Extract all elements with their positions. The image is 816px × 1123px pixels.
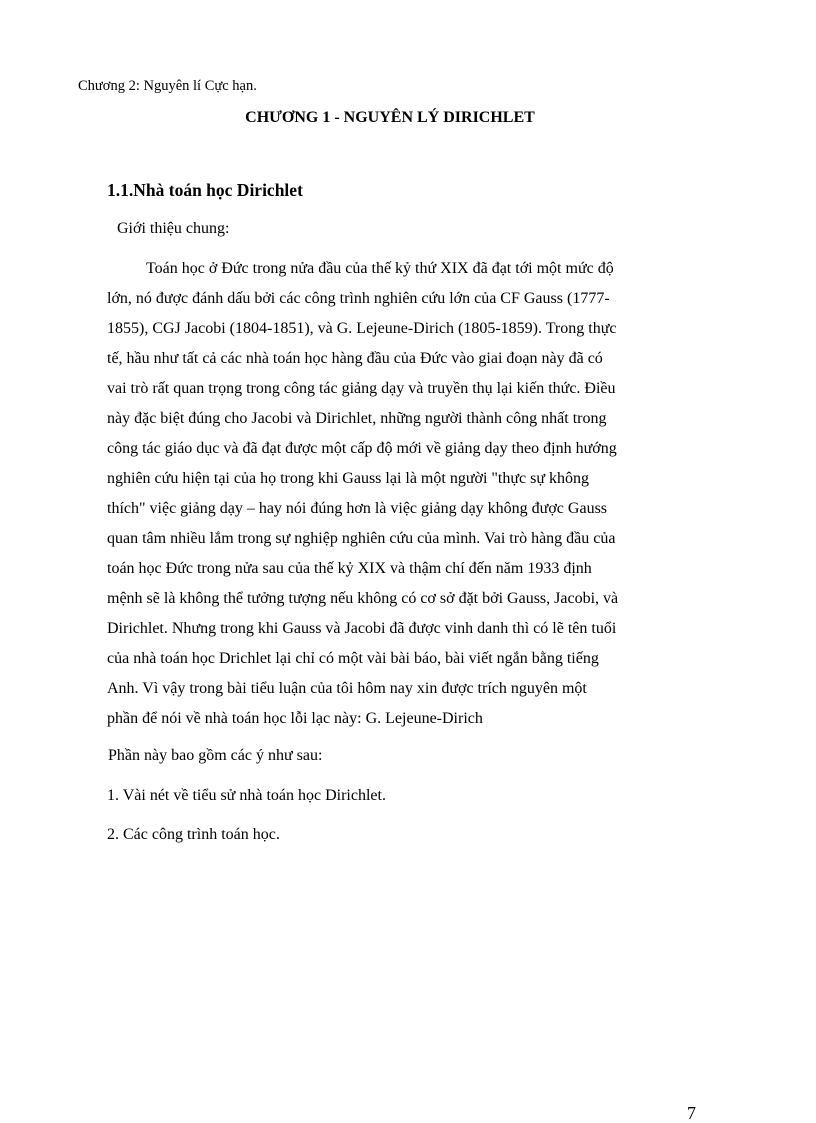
list-item: 1. Vài nét về tiểu sử nhà toán học Dirichlet. xyxy=(107,787,386,804)
paragraph-line: vai trò rất quan trọng trong công tác giảng dạy và truyền thụ lại kiến thức. Điều xyxy=(107,380,616,397)
chapter-title: CHƯƠNG 1 - NGUYÊN LÝ DIRICHLET xyxy=(245,109,535,126)
paragraph-line: quan tâm nhiều lắm trong sự nghiệp nghiên cứu của mình. Vai trò hàng đầu của xyxy=(107,530,616,547)
paragraph-line: phần để nói về nhà toán học lỗi lạc này: G. Lejeune-Dirich xyxy=(107,710,483,727)
paragraph-line: Anh. Vì vậy trong bài tiểu luận của tôi hôm nay xin được trích nguyên một xyxy=(107,680,587,697)
paragraph-line: công tác giáo dục và đã đạt được một cấp độ mới về giảng dạy theo định hướng xyxy=(107,440,617,457)
list-intro: Phần này bao gồm các ý như sau: xyxy=(108,747,323,764)
paragraph-line: thích" việc giảng dạy – hay nói đúng hơn là việc giảng dạy không được Gauss xyxy=(107,500,608,517)
paragraph-line: của nhà toán học Drichlet lại chỉ có một vài bài báo, bài viết ngắn bằng tiếng xyxy=(107,650,599,667)
paragraph-line: Toán học ở Đức trong nửa đầu của thế kỷ thứ XIX đã đạt tới một mức độ xyxy=(146,260,614,277)
paragraph-line: lớn, nó được đánh dấu bởi các công trình nghiên cứu lớn của CF Gauss (1777- xyxy=(107,290,610,307)
body-paragraph xyxy=(107,257,682,737)
paragraph-line: toán học Đức trong nửa sau của thế kỷ XIX và thậm chí đến năm 1933 định xyxy=(107,560,592,577)
running-header: Chương 2: Nguyên lí Cực hạn. xyxy=(78,78,257,94)
paragraph-line: 1855), CGJ Jacobi (1804-1851), và G. Lejeune-Dirich (1805-1859). Trong thực xyxy=(107,320,617,337)
page-number: 7 xyxy=(687,1103,696,1123)
paragraph-line: tế, hầu như tất cả các nhà toán học hàng đầu của Đức vào giai đoạn này đã có xyxy=(107,350,603,367)
paragraph-line: mệnh sẽ là không thể tưởng tượng nếu không có cơ sở đặt bởi Gauss, Jacobi, và xyxy=(107,590,619,607)
paragraph-line: này đặc biệt đúng cho Jacobi và Dirichlet, những người thành công nhất trong xyxy=(107,410,607,427)
paragraph-line: nghiên cứu hiện tại của họ trong khi Gauss lại là một người "thực sự không xyxy=(107,470,590,487)
paragraph-line: Dirichlet. Nhưng trong khi Gauss và Jacobi đã được vinh danh thì có lẽ tên tuổi xyxy=(107,620,617,637)
list-item: 2. Các công trình toán học. xyxy=(107,826,280,843)
section-heading: 1.1.Nhà toán học Dirichlet xyxy=(107,180,303,200)
intro-label: Giới thiệu chung: xyxy=(117,220,230,237)
